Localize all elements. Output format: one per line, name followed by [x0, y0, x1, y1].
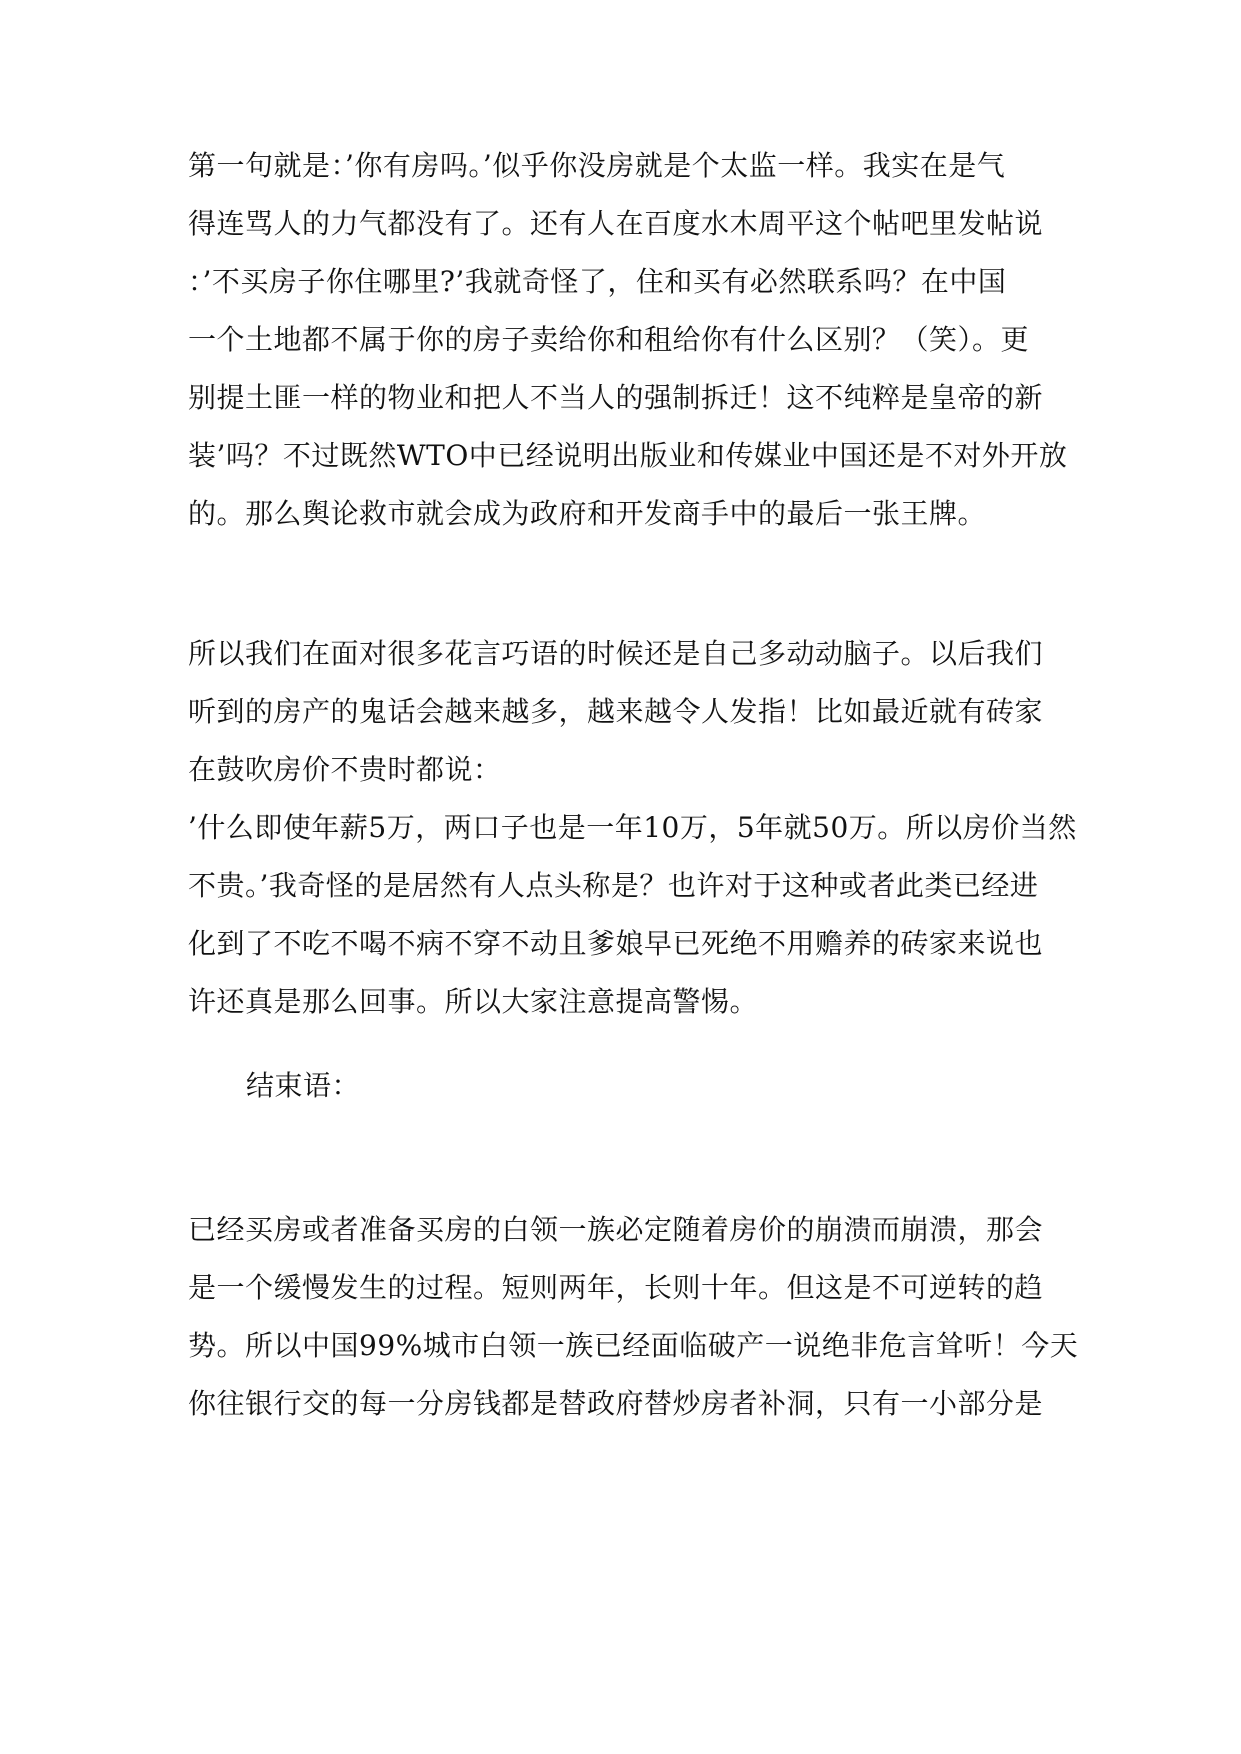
text-line: 得连骂人的力气都没有了。还有人在百度水木周平这个帖吧里发帖说	[188, 207, 1044, 240]
text-line: 的。那么舆论救市就会成为政府和开发商手中的最后一张王牌。	[188, 497, 987, 530]
text-line: 许还真是那么回事。所以大家注意提高警惕。	[188, 985, 759, 1018]
text-line: 所以我们在面对很多花言巧语的时候还是自己多动动脑子。以后我们	[188, 637, 1044, 670]
text-line: 别提土匪一样的物业和把人不当人的强制拆迁！这不纯粹是皇帝的新	[188, 381, 1044, 414]
text-line: 势。所以中国99%城市白领一族已经面临破产一说绝非危言耸听！今天	[188, 1329, 1079, 1362]
text-line: 装’吗？不过既然WTO中已经说明出版业和传媒业中国还是不对外开放	[188, 439, 1068, 472]
text-line: 一个土地都不属于你的房子卖给你和租给你有什么区别？（笑）。更	[188, 323, 1030, 356]
text-line: ：’不买房子你住哪里?’我就奇怪了，住和买有必然联系吗？在中国	[188, 265, 1007, 298]
text-line: 听到的房产的鬼话会越来越多，越来越令人发指！比如最近就有砖家	[188, 695, 1044, 728]
text-line: 在鼓吹房价不贵时都说：	[188, 753, 502, 786]
text-line: 第一句就是：’你有房吗。’似乎你没房就是个太监一样。我实在是气	[188, 149, 1006, 182]
text-line: ’什么即使年薪5万，两口子也是一年10万，5年就50万。所以房价当然	[188, 811, 1077, 844]
text-line: 不贵。’我奇怪的是居然有人点头称是？也许对于这种或者此类已经进	[188, 869, 1039, 902]
text-line: 是一个缓慢发生的过程。短则两年，长则十年。但这是不可逆转的趋	[188, 1271, 1044, 1304]
text-line: 化到了不吃不喝不病不穿不动且爹娘早已死绝不用赡养的砖家来说也	[188, 927, 1044, 960]
text-line: 已经买房或者准备买房的白领一族必定随着房价的崩溃而崩溃，那会	[188, 1213, 1044, 1246]
text-line: 你往银行交的每一分房钱都是替政府替炒房者补洞，只有一小部分是	[188, 1387, 1044, 1420]
section-heading: 结束语：	[246, 1069, 361, 1102]
